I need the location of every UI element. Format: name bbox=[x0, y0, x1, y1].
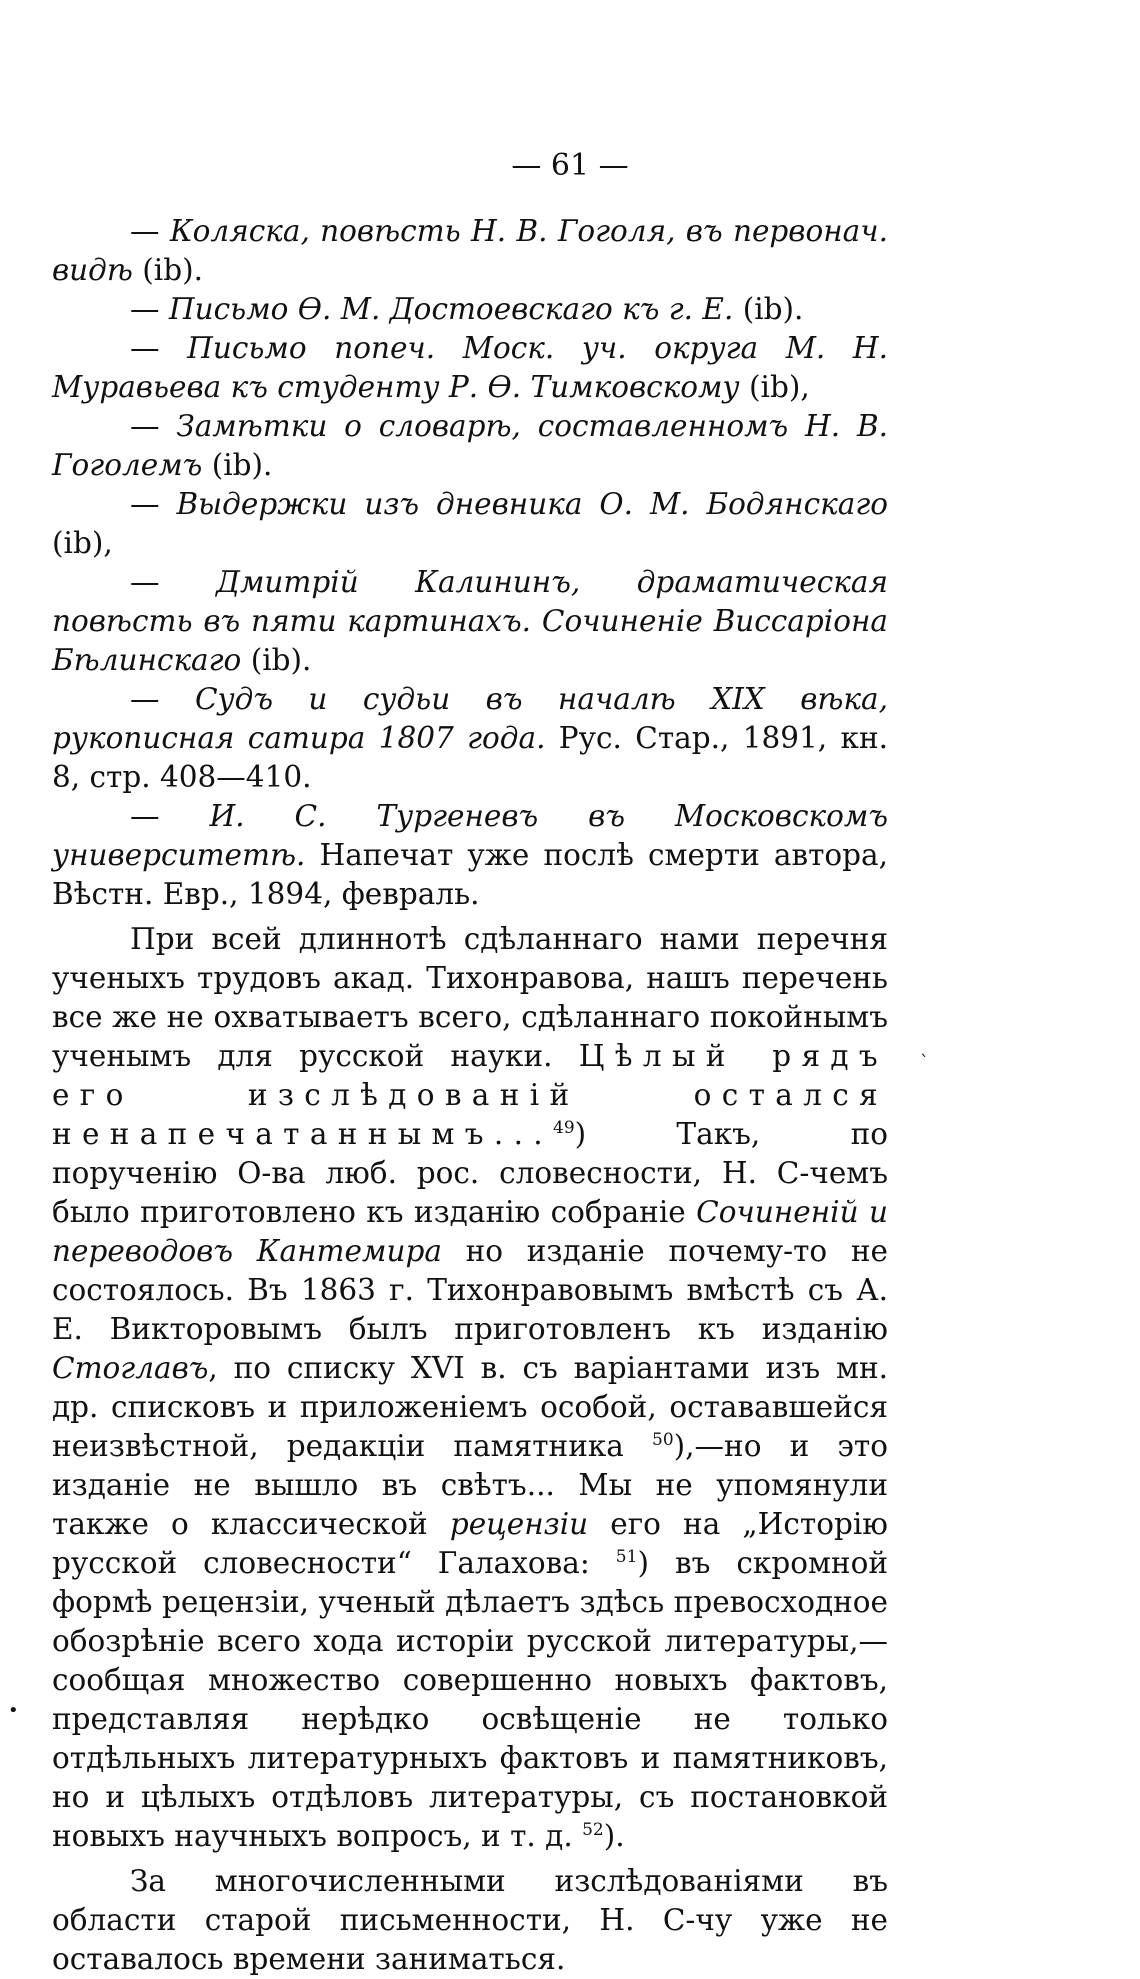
scan-speck: • bbox=[8, 1700, 19, 1721]
scan-speck: ˋ bbox=[920, 1052, 929, 1073]
entry-title: Письмо попеч. Моск. уч. округа М. Н. Муравьева къ студенту Р. Ѳ. Тимковскому bbox=[52, 331, 888, 404]
entry-title: Замѣтки о словарѣ, составленномъ Н. В. Гоголемъ bbox=[52, 409, 888, 482]
italic-title: Стоглавъ bbox=[52, 1351, 209, 1385]
spaced-emphasis: Цѣлый рядъ его изслѣдованій остался ненапечатаннымъ... bbox=[52, 1039, 888, 1151]
entry-dash: — bbox=[130, 799, 210, 833]
page-body bbox=[52, 212, 888, 1979]
entry-title: Письмо Ѳ. М. Достоевскаго къ г. Е. bbox=[168, 292, 734, 326]
entry-title: Судъ и судьи въ началѣ XIX вѣка, рукописная сатира 1807 года. bbox=[52, 682, 888, 755]
text-run: его на „Исторію русской словесности“ Галахова: bbox=[52, 1507, 888, 1580]
entry-source: Напечат уже послѣ смерти автора, Вѣстн. Евр., 1894, февраль. bbox=[52, 838, 888, 911]
entry-source: (ib), bbox=[52, 526, 113, 560]
entry-dash: — bbox=[130, 331, 188, 365]
entry-source: (ib). bbox=[202, 448, 273, 482]
bibliography-entry bbox=[52, 329, 888, 407]
entry-title: Коляска, повѣсть Н. В. Гоголя, въ первонач. видѣ bbox=[52, 214, 888, 287]
entry-source: Рус. Стар., 1891, кн. 8, стр. 408—410. bbox=[52, 721, 888, 794]
text-run: но изданіе почему-то не состоялось. Въ 1863 г. Тихонравовымъ вмѣстѣ съ А. Е. Викторовымъ былъ приготовленъ къ изданію bbox=[52, 1234, 888, 1346]
text-run: ) Такъ, по порученію О-ва люб. рос. словесности, Н. С-чемъ было приготовлено къ изданію собраніе bbox=[52, 1117, 888, 1229]
entry-dash: — bbox=[130, 292, 169, 326]
entry-dash: — bbox=[130, 682, 195, 716]
paragraph: За многочисленными изслѣдованіями въ области старой письменности, Н. С-чу уже не оставалось времени заниматься. bbox=[52, 1864, 888, 1976]
text-run: ). bbox=[603, 1819, 625, 1853]
text-run: ),—но и это изданіе не вышло въ свѣтъ... Мы не упомянули также о классической bbox=[52, 1429, 888, 1541]
entry-title: Выдержки изъ дневника О. М. Бодянскаго bbox=[176, 487, 888, 521]
bibliography-entry bbox=[52, 797, 888, 914]
footnote-ref: 50 bbox=[652, 1430, 674, 1451]
bibliography-entry bbox=[52, 407, 888, 485]
bibliography-entry bbox=[52, 212, 888, 290]
entry-dash: — bbox=[130, 487, 177, 521]
footnote-ref: 49 bbox=[553, 1118, 575, 1139]
entry-source: (ib), bbox=[739, 370, 810, 404]
bibliography-entry bbox=[52, 680, 888, 797]
paragraph bbox=[52, 920, 888, 1856]
entry-title: Дмитрій Калининъ, драматическая повѣсть въ пяти картинахъ. Сочиненіе Виссаріона Бѣлинскаго bbox=[52, 565, 888, 677]
text-run: ) въ скромной формѣ рецензіи, ученый дѣлаетъ здѣсь превосходное обозрѣніе всего хода исторіи русской литературы,—сообщая множество совершенно новыхъ фактовъ, представляя нерѣдко освѣщеніе не только отдѣльныхъ литературныхъ фактовъ и памятниковъ, но и цѣлыхъ отдѣловъ литературы, съ постановкой новыхъ научныхъ вопросъ, и т. д. bbox=[52, 1546, 888, 1853]
text-run: , по списку XVI в. съ варіантами изъ мн. др. списковъ и приложеніемъ особой, остававшейся неизвѣстной, редакціи памятника bbox=[52, 1351, 888, 1463]
entry-dash: — bbox=[130, 409, 177, 443]
italic-term: рецензіи bbox=[449, 1507, 589, 1541]
bibliography-entry bbox=[52, 485, 888, 563]
footnote-ref: 52 bbox=[582, 1820, 604, 1841]
entry-dash: — bbox=[130, 565, 216, 599]
text-run: При всей длиннотѣ сдѣланнаго нами перечня ученыхъ трудовъ акад. Тихонравова, нашъ перечень все же не охватываетъ всего, сдѣланнаго покойнымъ ученымъ для русской науки. bbox=[52, 922, 888, 1073]
italic-title: Сочиненій и переводовъ Кантемира bbox=[52, 1195, 888, 1268]
bibliography-entry bbox=[52, 563, 888, 680]
entry-title: И. С. Тургеневъ въ Московскомъ университетѣ. bbox=[52, 799, 888, 872]
footnote-ref: 51 bbox=[615, 1547, 638, 1568]
bibliography-entry bbox=[52, 290, 888, 329]
page-number: — 61 — bbox=[511, 148, 629, 183]
entry-source: (ib). bbox=[241, 643, 312, 677]
entry-source: (ib). bbox=[733, 292, 804, 326]
entry-dash: — bbox=[130, 214, 170, 248]
entry-source: (ib). bbox=[132, 253, 203, 287]
